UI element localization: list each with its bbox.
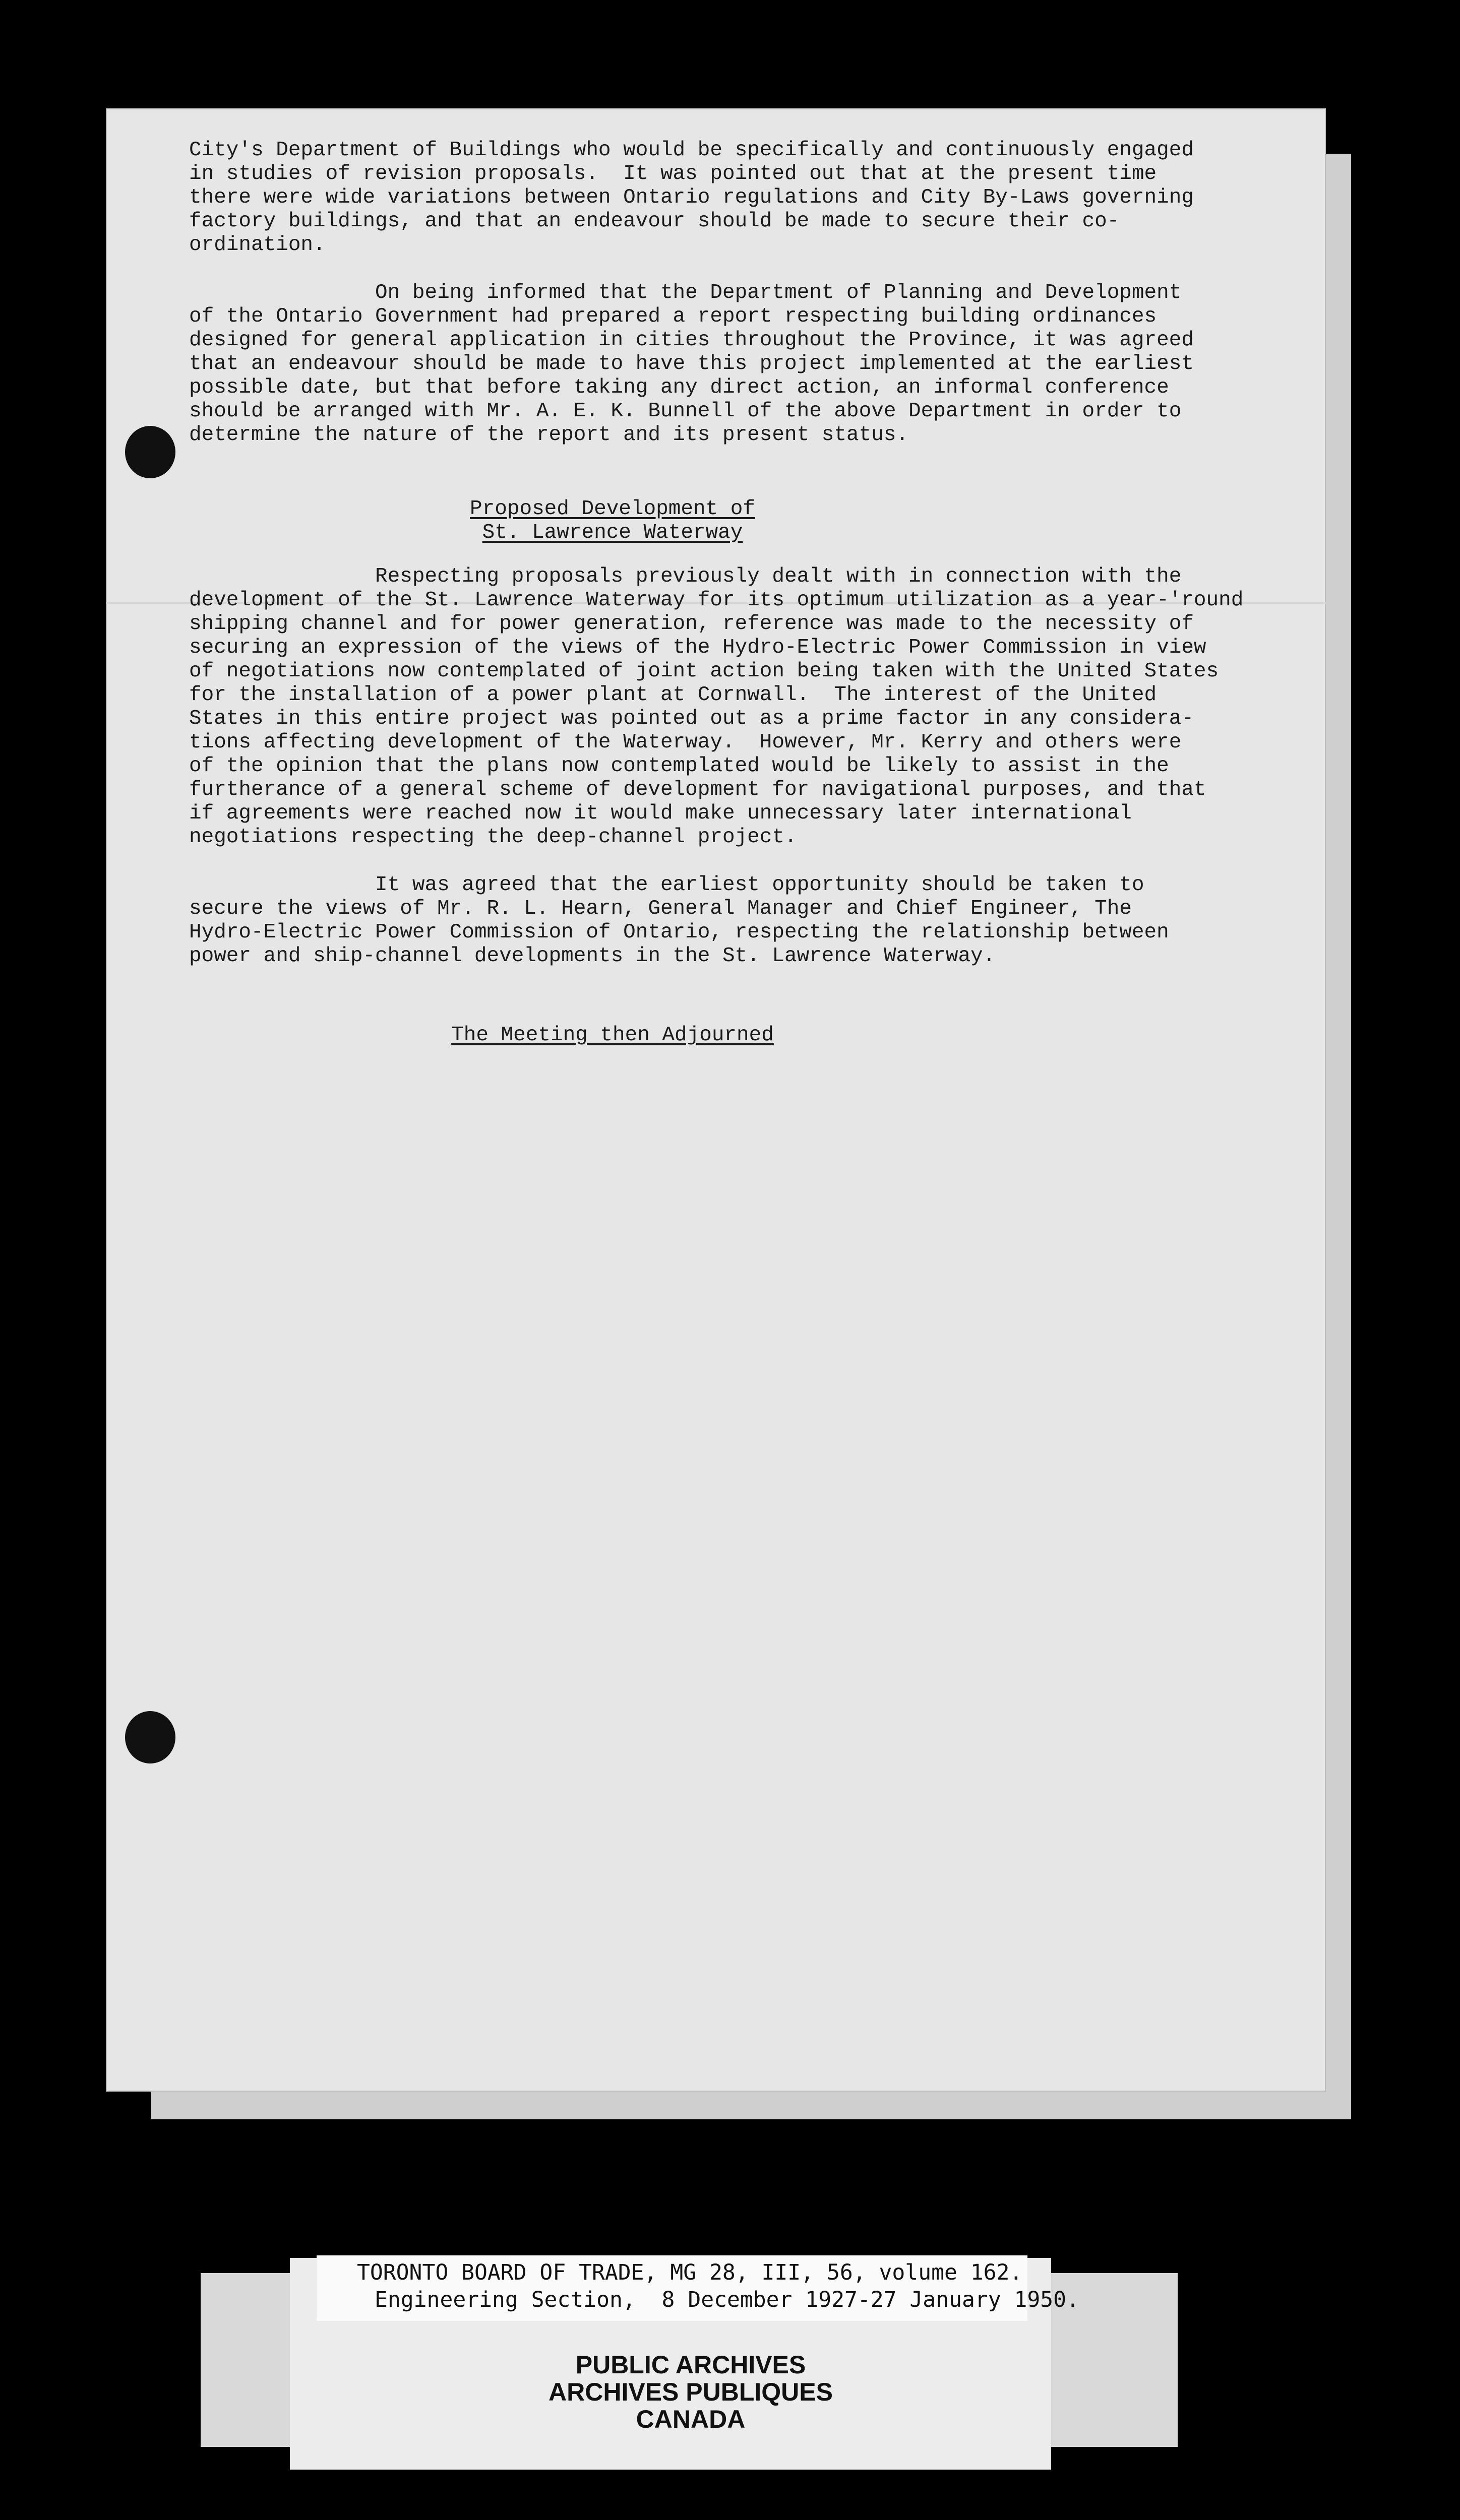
paragraph: Respecting proposals previously dealt with in connection with the development of the St. Lawrence Waterway for its optimum utilization as a year-'round shipping channel and for power generation, reference was made to the necessity of securing an expression of the views of the Hydro-Electric Power Commission in view of negotiations now contemplated of joint action being taken with the United States for the installation of a power plant at Cornwall. The interest of the United States in this entire project was pointed out as a prime factor in any considera- tions affecting development of the Waterway. However, Mr. Kerry and others were of the opinion that the plans now contemplated would be likely to assist in the furtherance of a general scheme of development for navigational purposes, and that if agreements were reached now it would make unnecessary later international negotiations respecting the deep-channel project. [189, 565, 1244, 849]
punch-hole [125, 426, 175, 478]
citation-line: TORONTO BOARD OF TRADE, MG 28, III, 56, volume 162. [357, 2260, 1023, 2285]
section-heading [189, 497, 1036, 545]
paragraph: City's Department of Buildings who would be specifically and continuously engaged in studies of revision proposals. It was pointed out that at the present time there were wide variations between Ontario regulations and City By-Laws governing factory buildings, and that an endeavour should be made to secure their co- ordination. [189, 139, 1194, 257]
paragraph: On being informed that the Department of Planning and Development of the Ontario Government had prepared a report respecting building ordinances designed for general application in cities throughout the Province, it was agreed that an endeavour should be made to have this project implemented at the earliest possible date, but that before taking any direct action, an informal conference should be arranged with Mr. A. E. K. Bunnell of the above Department in order to determine the nature of the report and its present status. [189, 281, 1194, 447]
paragraph: It was agreed that the earliest opportunity should be taken to secure the views of Mr. R. L. Hearn, General Manager and Chief Engineer, The Hydro-Electric Power Commission of Ontario, respecting the relationship between power and ship-channel developments in the St. Lawrence Waterway. [189, 873, 1169, 968]
document-body [189, 139, 1313, 1047]
citation-line: Engineering Section, 8 December 1927-27 January 1950. [375, 2287, 1079, 2312]
punch-hole [125, 1711, 175, 1763]
closing-text: The Meeting then Adjourned [451, 1024, 774, 1047]
archives-stamp [456, 2351, 925, 2433]
archives-line: PUBLIC ARCHIVES [575, 2351, 806, 2379]
heading-line: Proposed Development of [470, 497, 755, 521]
closing-line [189, 1024, 1036, 1047]
heading-line: St. Lawrence Waterway [482, 521, 743, 544]
archive-citation [317, 2255, 1079, 2321]
archives-line: CANADA [636, 2405, 746, 2433]
archives-line: ARCHIVES PUBLIQUES [549, 2378, 833, 2406]
